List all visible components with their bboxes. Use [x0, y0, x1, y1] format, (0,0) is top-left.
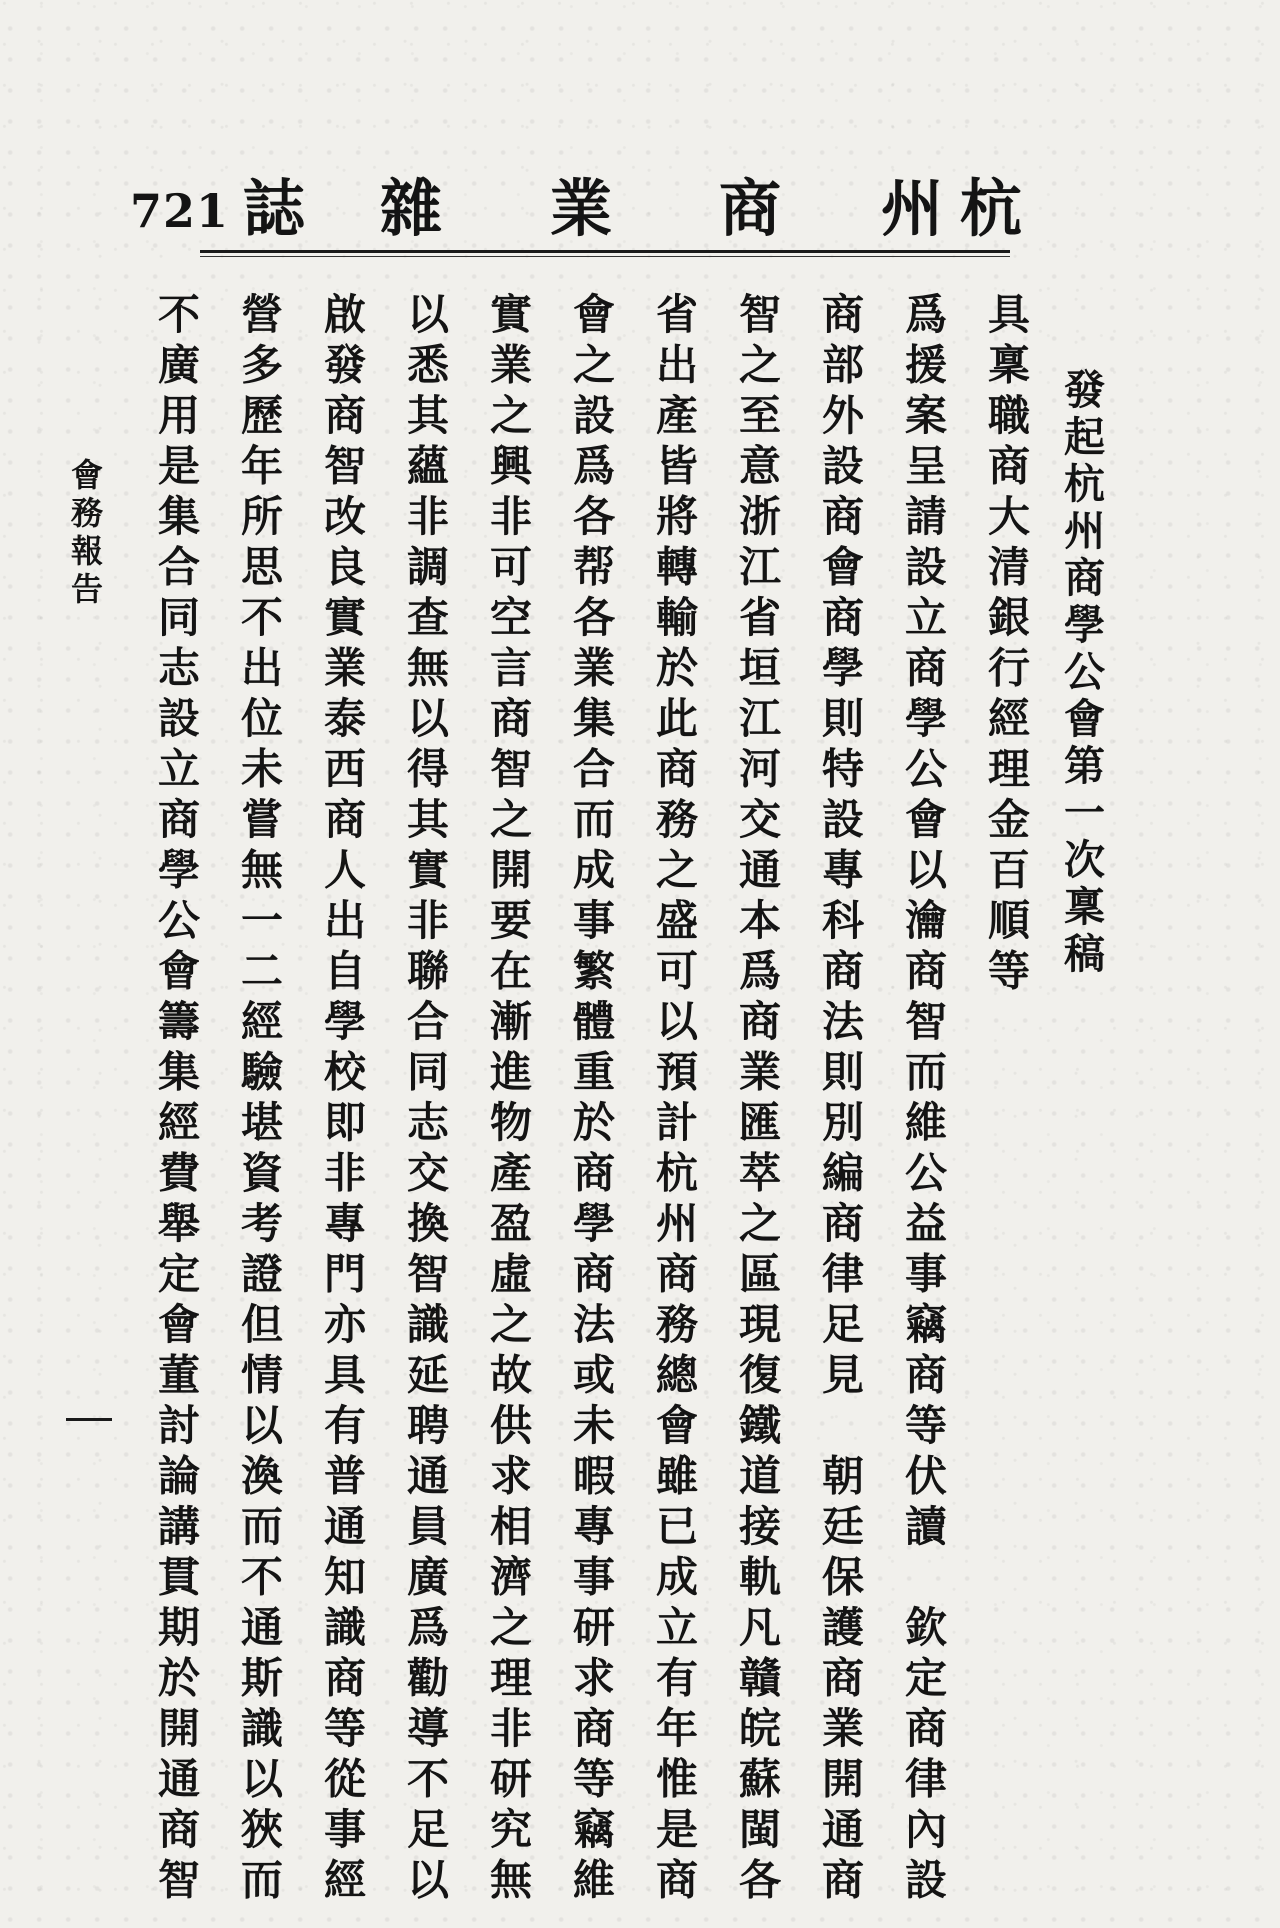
article-title: 發起杭州商學公會第一次稟稿	[1057, 368, 1105, 979]
header-rule-thin	[200, 256, 1010, 257]
text-column: 實業之興非可空言商智之開要在漸進物產盈虛之故供求相濟之理非研究無	[484, 292, 533, 1908]
text-column: 具稟職商大清銀行經理金百順等	[982, 292, 1031, 999]
section-label: 會務報告	[66, 458, 104, 610]
header-char: 雜	[380, 172, 443, 245]
text-column: 商部外設商會商學則特設專科商法則別編商律足見 朝廷保護商業開通商	[816, 292, 865, 1908]
header-char: 杭	[960, 172, 1023, 245]
text-column: 智之至意浙江省垣江河交通本爲商業匯萃之區現復鐵道接軌凡贛皖蘇閩各	[733, 292, 782, 1908]
text-column: 省出產皆將轉輸於此商務之盛可以預計杭州商務總會雖已成立有年惟是商	[650, 292, 699, 1908]
page-header	[125, 172, 1025, 268]
header-char: 誌	[243, 172, 306, 245]
text-column: 不廣用是集合同志設立商學公會籌集經費舉定會董討論講貫期於開通商智	[152, 292, 201, 1908]
page-mark	[66, 1418, 112, 1421]
page-mark-text	[0, 0, 1, 1]
header-char: 商	[719, 172, 782, 245]
header-char: 州	[881, 172, 944, 245]
page-number: 721	[130, 184, 230, 238]
text-column: 會之設爲各帮各業集合而成事繁體重於商學商法或未暇專事研求商等竊維	[567, 292, 616, 1908]
text-column: 營多歷年所思不出位未嘗無一二經驗堪資考證但情以渙而不通斯識以狹而	[235, 292, 284, 1908]
text-column: 啟發商智改良實業泰西商人出自學校即非專門亦具有普通知識商等從事經	[318, 292, 367, 1908]
header-char: 業	[550, 172, 613, 245]
text-column: 以悉其蘊非調查無以得其實非聯合同志交換智識延聘通員廣爲勸導不足以	[401, 292, 450, 1908]
header-rule	[200, 250, 1010, 253]
text-column: 爲援案呈請設立商學公會以瀹商智而維公益事竊商等伏讀 欽定商律內設	[899, 292, 948, 1908]
